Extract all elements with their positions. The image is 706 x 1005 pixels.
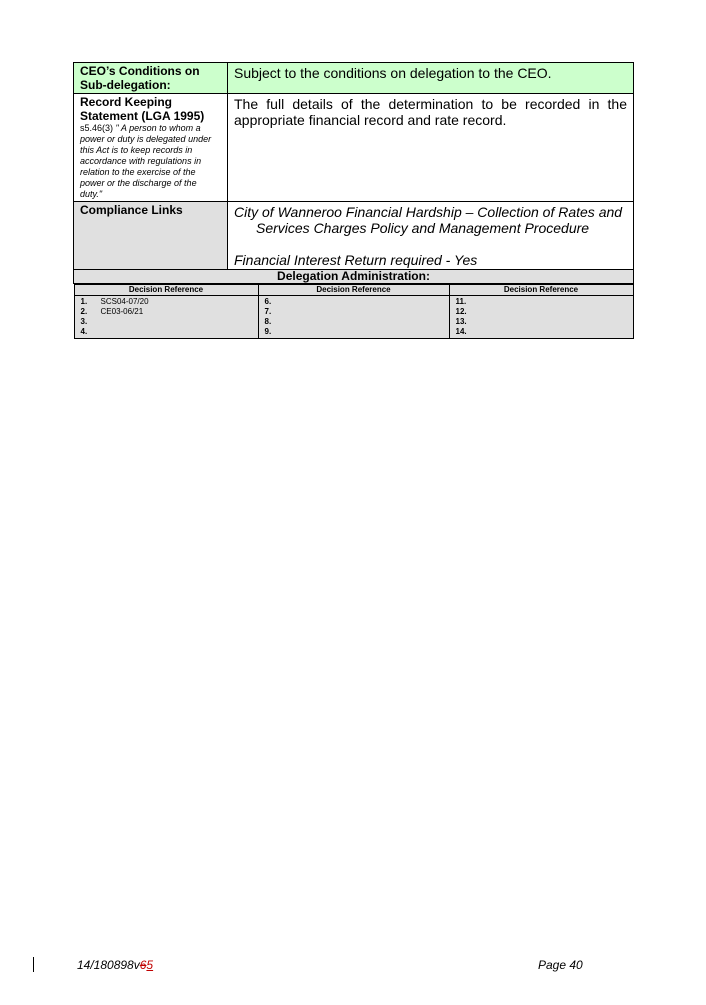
admin-table-row [74,284,634,340]
record-keeping-value: The full details of the determination to be recorded in the appropriate financial record and rate record. [228,94,634,202]
decision-row [81,327,252,337]
compliance-row [74,202,634,270]
decision-row [81,297,252,307]
decision-number: 2. [80,307,88,316]
decision-reference-header-1: Decision Reference [74,285,258,296]
decision-row [81,307,252,317]
record-keeping-label: Record Keeping Statement (LGA 1995) [80,95,205,123]
doc-ref-prefix: 14/180898v [77,958,140,972]
decision-row [456,297,627,307]
conditions-row [74,63,634,94]
decision-ref: CE03-06/21 [100,307,144,316]
decision-number: 7. [264,307,272,316]
admin-title: Delegation Administration: [74,270,634,284]
conditions-value: Subject to the conditions on delegation to the CEO. [228,63,634,94]
decision-row [265,317,443,327]
compliance-spacer [234,236,627,252]
decision-ref: SCS04-07/20 [100,297,149,306]
decision-number: 12. [455,307,467,316]
record-keeping-statement [80,123,221,200]
page-number: Page 40 [538,958,583,972]
decision-number: 1. [80,297,88,306]
admin-table-cell [74,284,634,340]
admin-title-row [74,270,634,284]
decision-reference-table [74,284,634,339]
decision-number: 14. [455,327,467,336]
decision-row [265,297,443,307]
change-bar [33,957,34,972]
decision-reference-header-3: Decision Reference [449,285,633,296]
compliance-line-3: Financial Interest Return required - Yes [234,252,478,268]
decision-row [456,307,627,317]
conditions-label: CEO’s Conditions on Sub-delegation: [74,63,228,94]
decision-column-1 [74,296,258,339]
decision-row [265,327,443,337]
decision-number: 6. [264,297,272,306]
decision-column-3 [449,296,633,339]
decision-number: 4. [80,327,88,336]
compliance-line-1: City of Wanneroo Financial Hardship – Collection of Rates and [234,204,623,220]
decision-number: 9. [264,327,272,336]
decision-row [81,317,252,327]
decision-number: 3. [80,317,88,326]
record-keeping-section: s5.46(3) [80,123,114,133]
compliance-label: Compliance Links [74,202,228,270]
decision-number: 8. [264,317,272,326]
decision-row [456,327,627,337]
decision-column-2 [258,296,449,339]
record-keeping-row [74,94,634,202]
decision-number: 11. [455,297,467,306]
decision-row [456,317,627,327]
document-reference [77,958,153,972]
decision-reference-header-2: Decision Reference [258,285,449,296]
doc-ref-inserted: 5 [146,958,154,972]
decision-row [265,307,443,317]
compliance-value [228,202,634,270]
compliance-line-2: Services Charges Policy and Management Procedure [256,220,590,236]
record-keeping-cell [74,94,228,202]
record-keeping-quote: " A person to whom a power or duty is delegated under this Act is to keep records in accordance with regulations in relation to the exercise of the power or the discharge of the duty." [80,123,212,199]
delegation-table [73,62,634,339]
decision-number: 13. [455,317,467,326]
doc-ref-deleted: 6 [139,958,147,972]
